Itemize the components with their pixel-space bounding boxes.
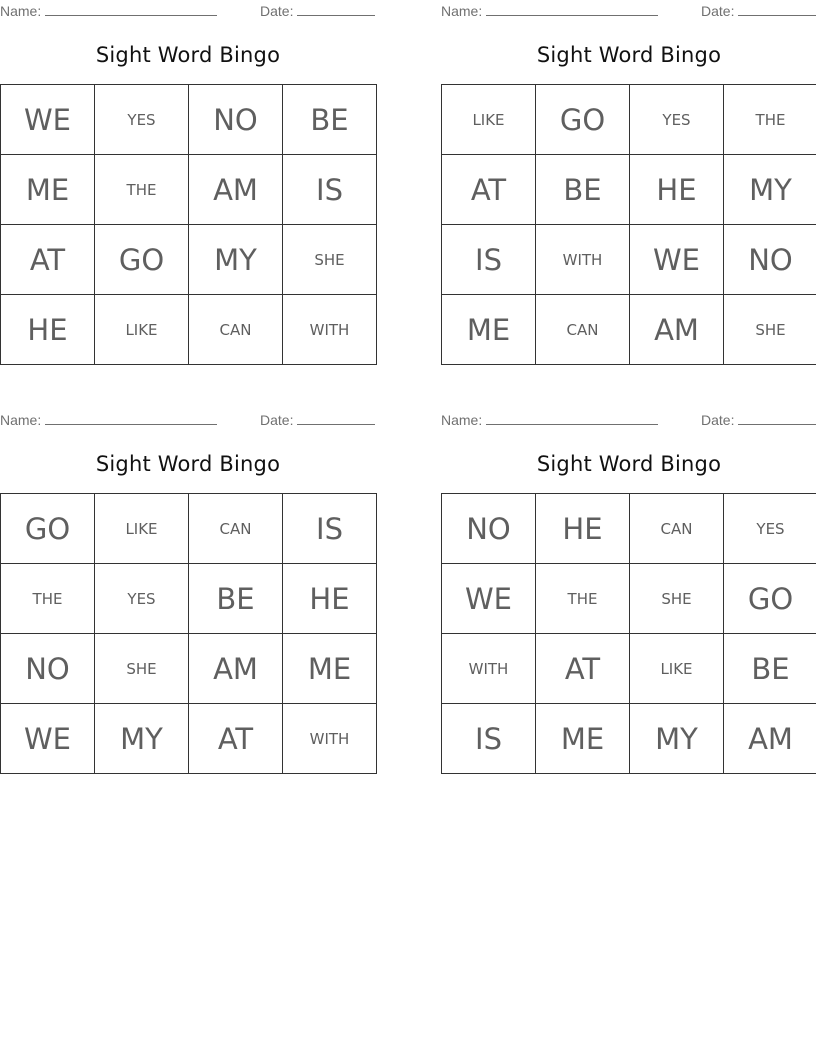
grid-row xyxy=(1,295,377,365)
bingo-cell: ME xyxy=(1,155,95,225)
bingo-cell: BE xyxy=(189,564,283,634)
bingo-cell: LIKE xyxy=(630,634,724,704)
bingo-cell: BE xyxy=(724,634,816,704)
bingo-cell: WE xyxy=(630,225,724,295)
grid-row xyxy=(442,704,816,774)
bingo-cell: SHE xyxy=(283,225,377,295)
bingo-cell: AM xyxy=(724,704,816,774)
bingo-card xyxy=(0,0,376,365)
bingo-cell: MY xyxy=(724,155,816,225)
card-title: Sight Word Bingo xyxy=(95,43,281,67)
bingo-cell: HE xyxy=(283,564,377,634)
bingo-cell: YES xyxy=(724,494,816,564)
name-blank[interactable] xyxy=(45,2,217,16)
bingo-cell: ME xyxy=(283,634,377,704)
bingo-cell: HE xyxy=(536,494,630,564)
bingo-cell: NO xyxy=(189,85,283,155)
grid-row xyxy=(442,634,816,704)
bingo-cell: HE xyxy=(630,155,724,225)
bingo-cell: AT xyxy=(536,634,630,704)
name-label: Name: xyxy=(0,3,42,19)
bingo-cell: AT xyxy=(189,704,283,774)
bingo-cell: ME xyxy=(536,704,630,774)
card-title: Sight Word Bingo xyxy=(536,43,722,67)
date-label: Date: xyxy=(260,3,294,19)
bingo-cell: AM xyxy=(189,634,283,704)
name-label: Name: xyxy=(441,412,483,428)
bingo-cell: AT xyxy=(1,225,95,295)
grid-row xyxy=(442,155,816,225)
bingo-grid xyxy=(441,84,816,365)
bingo-grid xyxy=(0,84,377,365)
date-blank[interactable] xyxy=(297,411,375,425)
date-label: Date: xyxy=(260,412,294,428)
date-field[interactable] xyxy=(701,2,816,19)
card-title: Sight Word Bingo xyxy=(95,452,281,476)
grid-row xyxy=(1,85,377,155)
date-blank[interactable] xyxy=(738,411,816,425)
bingo-card xyxy=(0,409,376,774)
bingo-cell: BE xyxy=(536,155,630,225)
bingo-cell: YES xyxy=(95,85,189,155)
date-blank[interactable] xyxy=(738,2,816,16)
bingo-cell: GO xyxy=(95,225,189,295)
bingo-cell: SHE xyxy=(630,564,724,634)
grid-row xyxy=(442,564,816,634)
bingo-cell: AM xyxy=(630,295,724,365)
bingo-cell: MY xyxy=(95,704,189,774)
grid-row xyxy=(1,564,377,634)
bingo-cell: SHE xyxy=(724,295,816,365)
name-date-row xyxy=(0,0,376,22)
bingo-cell: THE xyxy=(536,564,630,634)
bingo-cell: YES xyxy=(95,564,189,634)
date-field[interactable] xyxy=(701,411,816,428)
name-field[interactable] xyxy=(441,411,658,428)
grid-row xyxy=(1,494,377,564)
bingo-cell: WITH xyxy=(283,295,377,365)
bingo-cell: LIKE xyxy=(95,295,189,365)
bingo-cell: MY xyxy=(630,704,724,774)
grid-row xyxy=(442,494,816,564)
name-blank[interactable] xyxy=(486,411,658,425)
grid-row xyxy=(1,704,377,774)
bingo-cell: GO xyxy=(536,85,630,155)
grid-row xyxy=(1,155,377,225)
bingo-cell: YES xyxy=(630,85,724,155)
name-field[interactable] xyxy=(0,411,217,428)
bingo-grid xyxy=(0,493,377,774)
bingo-cell: IS xyxy=(283,155,377,225)
bingo-cell: CAN xyxy=(630,494,724,564)
bingo-cell: THE xyxy=(1,564,95,634)
bingo-cell: WE xyxy=(442,564,536,634)
bingo-cell: IS xyxy=(442,704,536,774)
bingo-cell: GO xyxy=(724,564,816,634)
bingo-cell: ME xyxy=(442,295,536,365)
bingo-cell: NO xyxy=(442,494,536,564)
card-title: Sight Word Bingo xyxy=(536,452,722,476)
bingo-cell: AM xyxy=(189,155,283,225)
bingo-grid xyxy=(441,493,816,774)
name-blank[interactable] xyxy=(486,2,658,16)
bingo-cell: THE xyxy=(95,155,189,225)
name-date-row xyxy=(441,409,816,431)
bingo-cell: SHE xyxy=(95,634,189,704)
bingo-cell: WE xyxy=(1,85,95,155)
bingo-cell: IS xyxy=(442,225,536,295)
name-blank[interactable] xyxy=(45,411,217,425)
date-label: Date: xyxy=(701,412,735,428)
name-date-row xyxy=(441,0,816,22)
name-label: Name: xyxy=(441,3,483,19)
bingo-cell: THE xyxy=(724,85,816,155)
bingo-cell: CAN xyxy=(536,295,630,365)
bingo-cell: AT xyxy=(442,155,536,225)
date-field[interactable] xyxy=(260,2,375,19)
bingo-cell: WITH xyxy=(536,225,630,295)
name-date-row xyxy=(0,409,376,431)
grid-row xyxy=(442,295,816,365)
bingo-cell: BE xyxy=(283,85,377,155)
bingo-cell: CAN xyxy=(189,494,283,564)
bingo-card xyxy=(441,0,816,365)
bingo-cell: LIKE xyxy=(95,494,189,564)
grid-row xyxy=(442,225,816,295)
bingo-cell: WITH xyxy=(283,704,377,774)
name-field[interactable] xyxy=(0,2,217,19)
bingo-cell: IS xyxy=(283,494,377,564)
bingo-cell: GO xyxy=(1,494,95,564)
date-label: Date: xyxy=(701,3,735,19)
grid-row xyxy=(442,85,816,155)
bingo-cell: NO xyxy=(1,634,95,704)
bingo-cell: WITH xyxy=(442,634,536,704)
bingo-cell: CAN xyxy=(189,295,283,365)
bingo-cell: NO xyxy=(724,225,816,295)
bingo-cell: LIKE xyxy=(442,85,536,155)
name-field[interactable] xyxy=(441,2,658,19)
grid-row xyxy=(1,225,377,295)
date-field[interactable] xyxy=(260,411,375,428)
date-blank[interactable] xyxy=(297,2,375,16)
name-label: Name: xyxy=(0,412,42,428)
bingo-cell: MY xyxy=(189,225,283,295)
bingo-card xyxy=(441,409,816,774)
grid-row xyxy=(1,634,377,704)
bingo-cell: HE xyxy=(1,295,95,365)
bingo-cell: WE xyxy=(1,704,95,774)
